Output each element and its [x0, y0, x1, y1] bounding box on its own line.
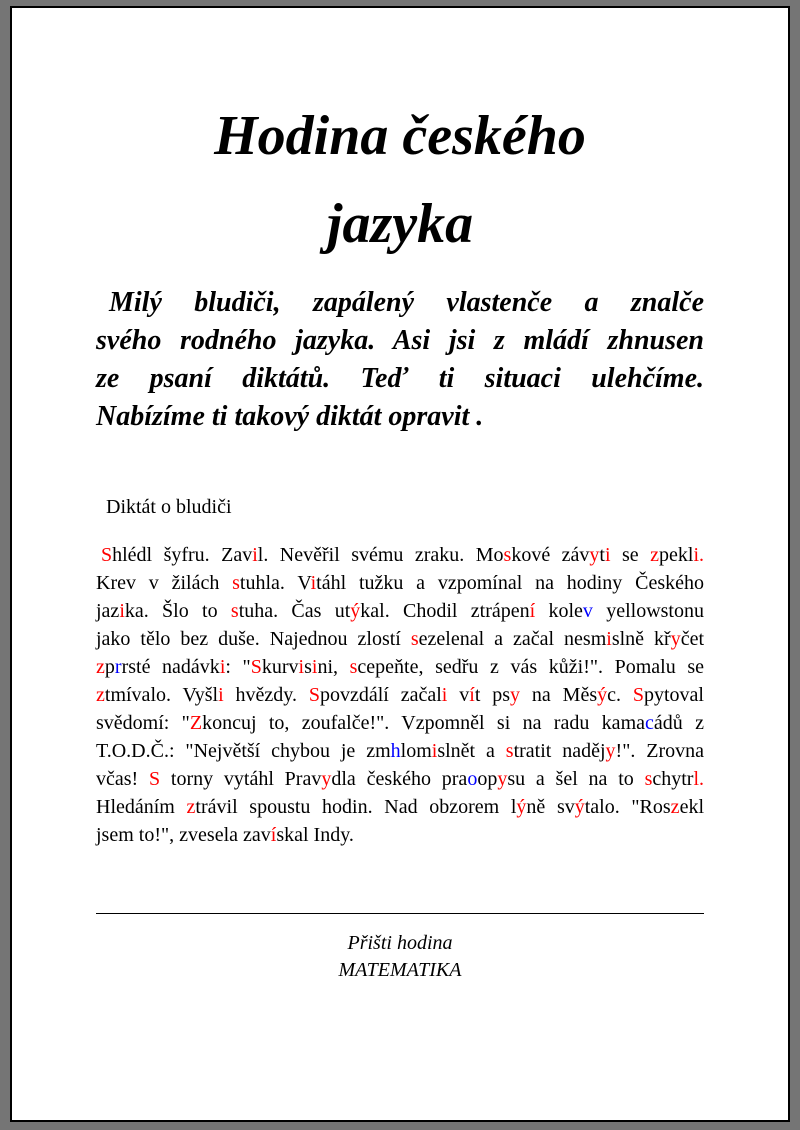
dictation-line: T.O.D.Č.: "Největší chybou je zmhlomislnět a stratit nadějy!". Zrovna	[96, 740, 704, 762]
page-title-line-1: Hodina českého	[214, 105, 586, 167]
dictation-line: Krev v žilách stuhla. Vitáhl tužku a vzpomínal na hodiny Českého	[96, 572, 704, 594]
dictation-line: včas! S torny vytáhl Pravydla českého praoopysu a šel na to schytrl.	[96, 768, 705, 790]
intro-line: svého rodného jazyka. Asi jsi z mládí zhnusen	[96, 325, 704, 356]
dictation-paragraph	[96, 541, 704, 849]
dictation-heading: Diktát o bludiči	[106, 496, 232, 518]
intro-line: ze psaní diktátů. Teď ti situaci ulehčíme.	[96, 363, 704, 394]
dictation-line: svědomí: "Zkoncuj to, zoufalče!". Vzpomněl si na radu kamacádů z	[96, 712, 704, 734]
footer	[96, 930, 704, 984]
page-title-line-2: jazyka	[326, 193, 474, 255]
dictation-line: Shlédl šyfru. Zavil. Nevěřil svému zraku. Moskové závyti se zpekli.	[101, 544, 704, 566]
dictation-line: ztmívalo. Vyšli hvězdy. Spovzdálí začali vít psy na Měsýc. Spytoval	[96, 684, 704, 706]
intro-line: Milý bludiči, zapálený vlastenče a znalče	[109, 287, 704, 318]
page-content	[12, 284, 788, 984]
page-title	[12, 92, 788, 268]
intro-line: Nabízíme ti takový diktát opravit .	[96, 401, 484, 432]
footer-next-lesson-label: Přišti hodina	[347, 932, 453, 954]
intro-paragraph	[96, 284, 704, 436]
dictation-line: jako tělo bez duše. Najednou zlostí sezelenal a začal nesmislně křyčet	[96, 628, 705, 650]
footer-divider	[96, 913, 704, 914]
document-page	[10, 6, 790, 1122]
dictation-line: jsem to!", zvesela zavískal Indy.	[96, 824, 354, 846]
dictation-line: Hledáním ztrávil spoustu hodin. Nad obzorem lýně svýtalo. "Roszekl	[96, 796, 704, 818]
dictation-line: zprrsté nadávki: "Skurvisini, scepeňte, sedřu z vás kůži!". Pomalu se	[96, 656, 705, 678]
dictation-line: jazika. Šlo to stuha. Čas utýkal. Chodil ztrápení kolev yellowstonu	[96, 600, 704, 622]
footer-next-subject: MATEMATIKA	[338, 959, 462, 981]
